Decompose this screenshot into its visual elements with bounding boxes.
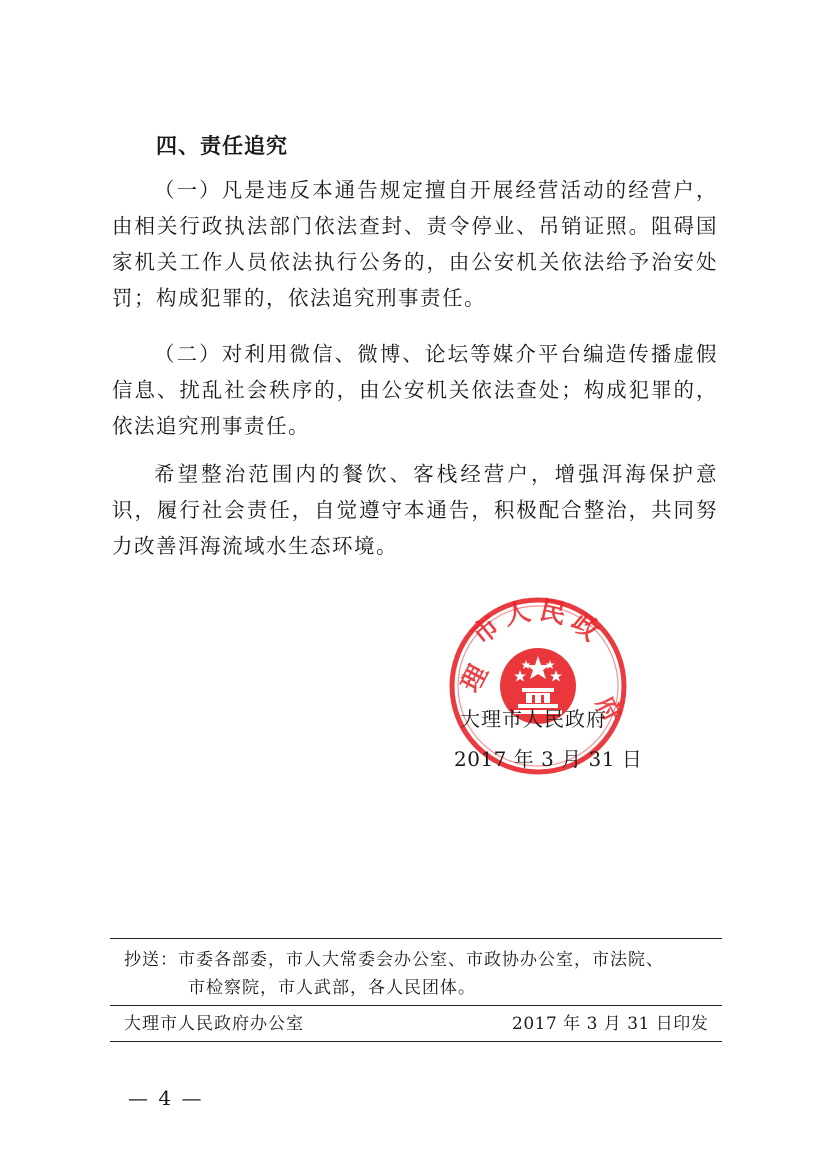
divider (110, 938, 722, 939)
paragraph-text: （二）对利用微信、微博、论坛等媒介平台编造传播虚假信息、扰乱社会秩序的，由公安机关依法查处；构成犯罪的，依法追究刑事责任。 (112, 342, 718, 438)
distribution-label: 抄送： (124, 950, 178, 970)
paragraph-2 (112, 336, 718, 444)
svg-text:府: 府 (590, 691, 627, 727)
svg-text:市人民政: 市人民政 (466, 595, 610, 651)
distribution-recipients-1: 市委各部委，市人大常委会办公室、市政协办公室，市法院、 (178, 950, 664, 970)
issuer-name: 大理市人民政府 (460, 707, 607, 731)
issue-date: 2017 年 3 月 31 日 (454, 747, 643, 771)
divider (110, 1041, 722, 1042)
distribution-list (124, 946, 720, 1002)
page-number: — 4 — (128, 1086, 204, 1110)
svg-text:理: 理 (455, 660, 495, 698)
paragraph-text: （一）凡是违反本通告规定擅自开展经营活动的经营户，由相关行政执法部门依法查封、责令停业、吊销证照。阻碍国家机关工作人员依法执行公务的，由公安机关依法给予治安处罚；构成犯罪的，依法追究刑事责任。 (112, 178, 718, 310)
paragraph-1 (112, 172, 718, 316)
distribution-line-1 (124, 946, 720, 974)
distribution-recipients-2: 市检察院，市人武部，各人民团体。 (188, 978, 476, 998)
divider (110, 1005, 722, 1006)
paragraph-text: 希望整治范围内的餐饮、客栈经营户，增强洱海保护意识，履行社会责任，自觉遵守本通告，积极配合整治，共同努力改善洱海流域水生态环境。 (112, 462, 718, 558)
footer-office: 大理市人民政府办公室 (124, 1014, 304, 1034)
section-heading: 四、责任追究 (156, 134, 288, 158)
footer-print-date: 2017 年 3 月 31 日印发 (512, 1014, 709, 1034)
paragraph-3 (112, 456, 718, 564)
